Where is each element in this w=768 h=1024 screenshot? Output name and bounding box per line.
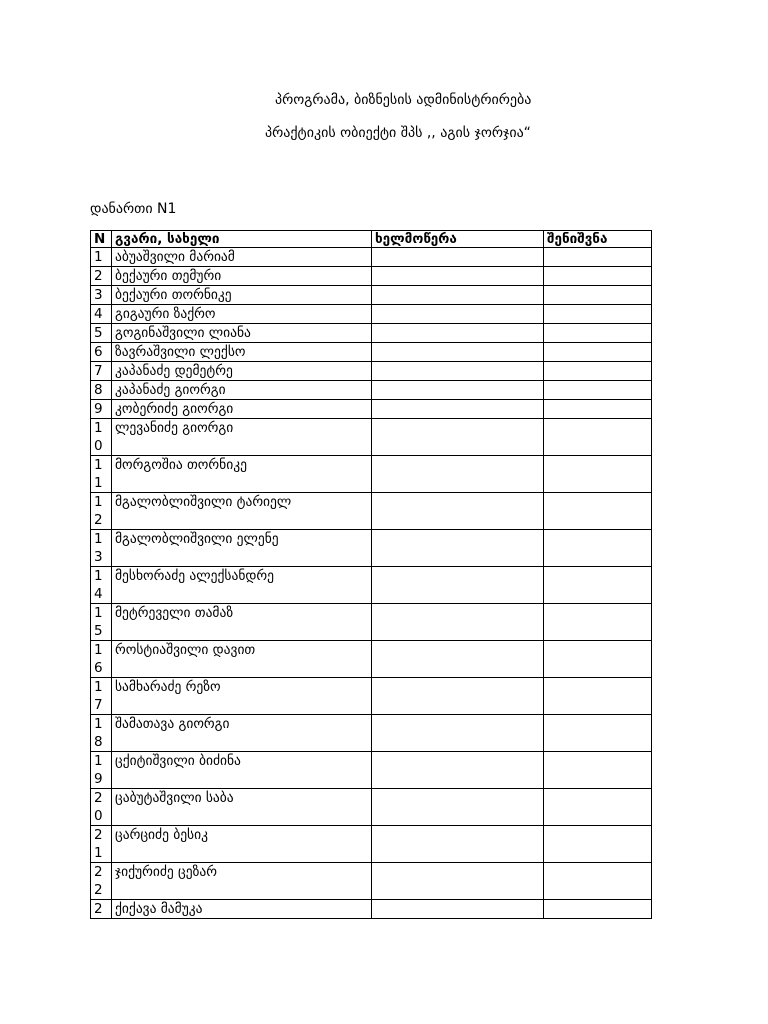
column-header-name: გვარი, სახელი — [112, 231, 372, 248]
signature-cell[interactable] — [372, 267, 544, 286]
signature-cell[interactable] — [372, 400, 544, 419]
row-number: 13 — [91, 530, 112, 567]
row-number: 2 — [91, 900, 112, 919]
row-number: 6 — [91, 343, 112, 362]
table-row — [91, 362, 652, 381]
table-row — [91, 456, 652, 493]
student-name: გოგინაშვილი ლიანა — [112, 324, 372, 343]
row-number: 16 — [91, 641, 112, 678]
signature-cell[interactable] — [372, 900, 544, 919]
annex-label: დანართი N1 — [90, 201, 177, 217]
signature-cell[interactable] — [372, 604, 544, 641]
row-number: 22 — [91, 863, 112, 900]
student-name: გიგაური ზაქრო — [112, 305, 372, 324]
row-number: 10 — [91, 419, 112, 456]
row-number: 3 — [91, 286, 112, 305]
student-name: ცქიტიშვილი ბიძინა — [112, 752, 372, 789]
row-number: 7 — [91, 362, 112, 381]
note-cell[interactable] — [544, 567, 652, 604]
note-cell[interactable] — [544, 715, 652, 752]
table-row — [91, 715, 652, 752]
signature-cell[interactable] — [372, 305, 544, 324]
note-cell[interactable] — [544, 381, 652, 400]
row-number: 17 — [91, 678, 112, 715]
signature-cell[interactable] — [372, 362, 544, 381]
signature-cell[interactable] — [372, 863, 544, 900]
table-row — [91, 604, 652, 641]
table-row — [91, 530, 652, 567]
signature-cell[interactable] — [372, 286, 544, 305]
note-cell[interactable] — [544, 789, 652, 826]
student-name: ლევანიძე გიორგი — [112, 419, 372, 456]
note-cell[interactable] — [544, 286, 652, 305]
note-cell[interactable] — [544, 900, 652, 919]
row-number: 8 — [91, 381, 112, 400]
student-name: ცაბუტაშვილი საბა — [112, 789, 372, 826]
practice-object-title: პრაქტიკის ობიექტი შპს ,, აგის ჯორჯია“ — [265, 125, 531, 141]
table-header-row — [91, 231, 652, 248]
note-cell[interactable] — [544, 267, 652, 286]
column-header-number: N — [91, 231, 112, 248]
note-cell[interactable] — [544, 678, 652, 715]
table-row — [91, 493, 652, 530]
row-number: 14 — [91, 567, 112, 604]
row-number: 9 — [91, 400, 112, 419]
table-row — [91, 826, 652, 863]
table-row — [91, 752, 652, 789]
note-cell[interactable] — [544, 305, 652, 324]
row-number: 4 — [91, 305, 112, 324]
table-row — [91, 863, 652, 900]
row-number: 15 — [91, 604, 112, 641]
note-cell[interactable] — [544, 456, 652, 493]
column-header-note: შენიშვნა — [544, 231, 652, 248]
table-row — [91, 900, 652, 919]
signature-cell[interactable] — [372, 826, 544, 863]
note-cell[interactable] — [544, 400, 652, 419]
signature-cell[interactable] — [372, 456, 544, 493]
signature-cell[interactable] — [372, 248, 544, 267]
signature-cell[interactable] — [372, 493, 544, 530]
table-row — [91, 324, 652, 343]
program-title: პროგრამა, ბიზნესის ადმინისტრირება — [275, 92, 532, 108]
signature-cell[interactable] — [372, 530, 544, 567]
note-cell[interactable] — [544, 419, 652, 456]
note-cell[interactable] — [544, 752, 652, 789]
note-cell[interactable] — [544, 863, 652, 900]
signature-cell[interactable] — [372, 641, 544, 678]
note-cell[interactable] — [544, 324, 652, 343]
row-number: 12 — [91, 493, 112, 530]
signature-cell[interactable] — [372, 419, 544, 456]
student-name: კობერიძე გიორგი — [112, 400, 372, 419]
row-number: 20 — [91, 789, 112, 826]
table-row — [91, 641, 652, 678]
table-row — [91, 400, 652, 419]
signature-cell[interactable] — [372, 678, 544, 715]
student-name: ზავრაშვილი ლექსო — [112, 343, 372, 362]
signature-cell[interactable] — [372, 752, 544, 789]
table-row — [91, 789, 652, 826]
student-name: კაპანაძე გიორგი — [112, 381, 372, 400]
student-name: მესხორაძე ალექსანდრე — [112, 567, 372, 604]
student-name: ჯიქურიძე ცეზარ — [112, 863, 372, 900]
note-cell[interactable] — [544, 826, 652, 863]
table-row — [91, 248, 652, 267]
table-row — [91, 305, 652, 324]
note-cell[interactable] — [544, 248, 652, 267]
table-row — [91, 419, 652, 456]
row-number: 5 — [91, 324, 112, 343]
table-row — [91, 567, 652, 604]
student-name: როსტიაშვილი დავით — [112, 641, 372, 678]
student-name: მორგოშია თორნიკე — [112, 456, 372, 493]
row-number: 18 — [91, 715, 112, 752]
student-name: ბექაური თემური — [112, 267, 372, 286]
table-row — [91, 381, 652, 400]
table-row — [91, 286, 652, 305]
column-header-signature: ხელმოწერა — [372, 231, 544, 248]
signature-cell[interactable] — [372, 381, 544, 400]
row-number: 1 — [91, 248, 112, 267]
row-number: 2 — [91, 267, 112, 286]
note-cell[interactable] — [544, 641, 652, 678]
row-number: 19 — [91, 752, 112, 789]
row-number: 11 — [91, 456, 112, 493]
signature-cell[interactable] — [372, 343, 544, 362]
signature-cell[interactable] — [372, 789, 544, 826]
note-cell[interactable] — [544, 362, 652, 381]
student-name: კაპანაძე დემეტრე — [112, 362, 372, 381]
student-name: ბექაური თორნიკე — [112, 286, 372, 305]
table-body — [91, 248, 652, 919]
student-name: სამხარაძე რეზო — [112, 678, 372, 715]
note-cell[interactable] — [544, 343, 652, 362]
signature-cell[interactable] — [372, 715, 544, 752]
student-name: ქიქავა მამუკა — [112, 900, 372, 919]
table-row — [91, 343, 652, 362]
student-roster-table — [90, 230, 652, 919]
student-name: მგალობლიშვილი ელენე — [112, 530, 372, 567]
student-name: მგალობლიშვილი ტარიელ — [112, 493, 372, 530]
row-number: 21 — [91, 826, 112, 863]
student-name: აბუაშვილი მარიამ — [112, 248, 372, 267]
note-cell[interactable] — [544, 604, 652, 641]
note-cell[interactable] — [544, 493, 652, 530]
student-name: შამათავა გიორგი — [112, 715, 372, 752]
student-name: მეტრეველი თამაზ — [112, 604, 372, 641]
note-cell[interactable] — [544, 530, 652, 567]
student-name: ცარციძე ბესიკ — [112, 826, 372, 863]
signature-cell[interactable] — [372, 324, 544, 343]
signature-cell[interactable] — [372, 567, 544, 604]
table-row — [91, 267, 652, 286]
table-row — [91, 678, 652, 715]
